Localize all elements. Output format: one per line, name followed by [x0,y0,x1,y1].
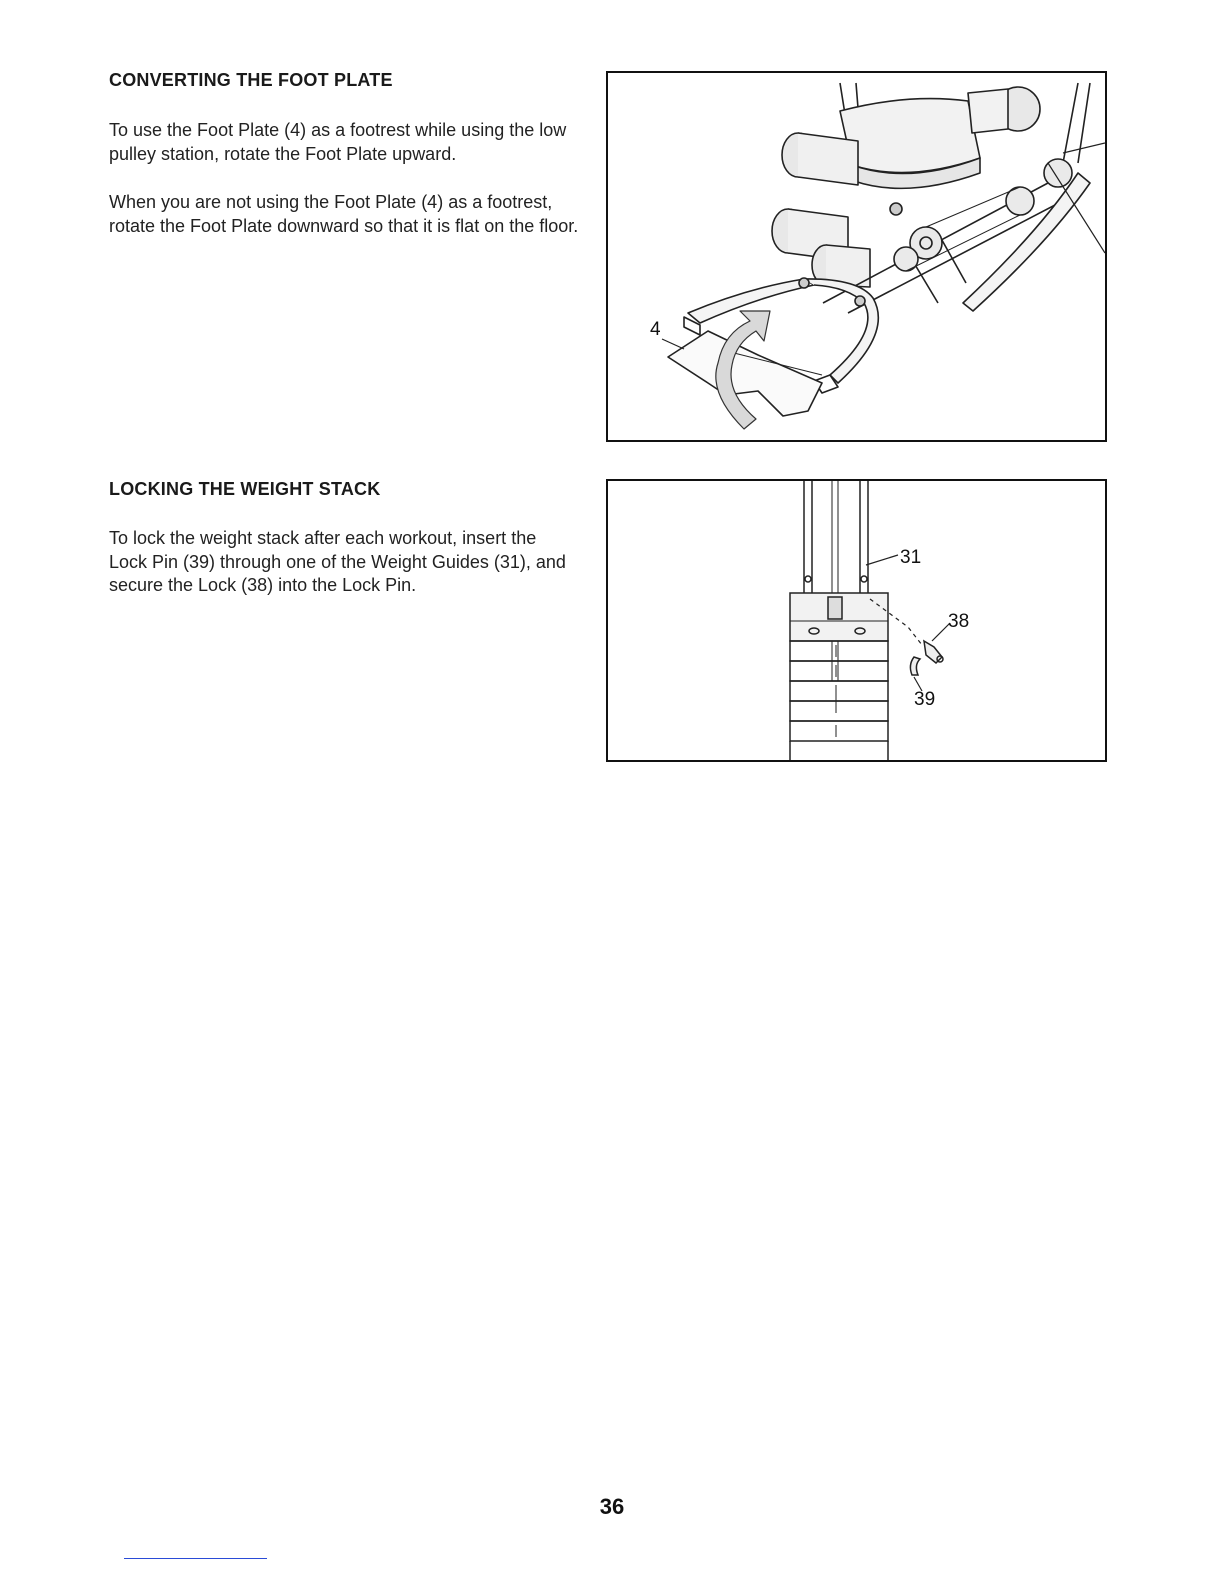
foot-plate-illustration [608,73,1105,440]
paragraph-foot-plate-downward: When you are not using the Foot Plate (4) as a footrest, rotate the Foot Plate downward so that it is flat on the floor. [109,192,579,236]
paragraph-foot-plate-upward: To use the Foot Plate (4) as a footrest while using the low pulley station, rotate the Foot Plate upward. [109,120,567,164]
footer-rule [124,1558,267,1559]
callout-31: 31 [900,547,922,568]
paragraph-weight-stack: To lock the weight stack after each workout, insert the Lock Pin (39) through one of the Weight Guides (31), and secure the Lock (38) into the Lock Pin. [109,528,566,595]
callout-38: 38 [948,611,970,632]
callout-39: 39 [914,689,936,710]
foot-plate-figure [606,71,1107,442]
page-number: 36 [599,1494,625,1519]
section-title-foot-plate: CONVERTING THE FOOT PLATE [109,70,393,90]
section-title-weight-stack: LOCKING THE WEIGHT STACK [109,479,381,499]
weight-stack-figure [606,479,1107,762]
weight-stack-illustration [608,481,1105,760]
callout-4: 4 [650,319,661,340]
